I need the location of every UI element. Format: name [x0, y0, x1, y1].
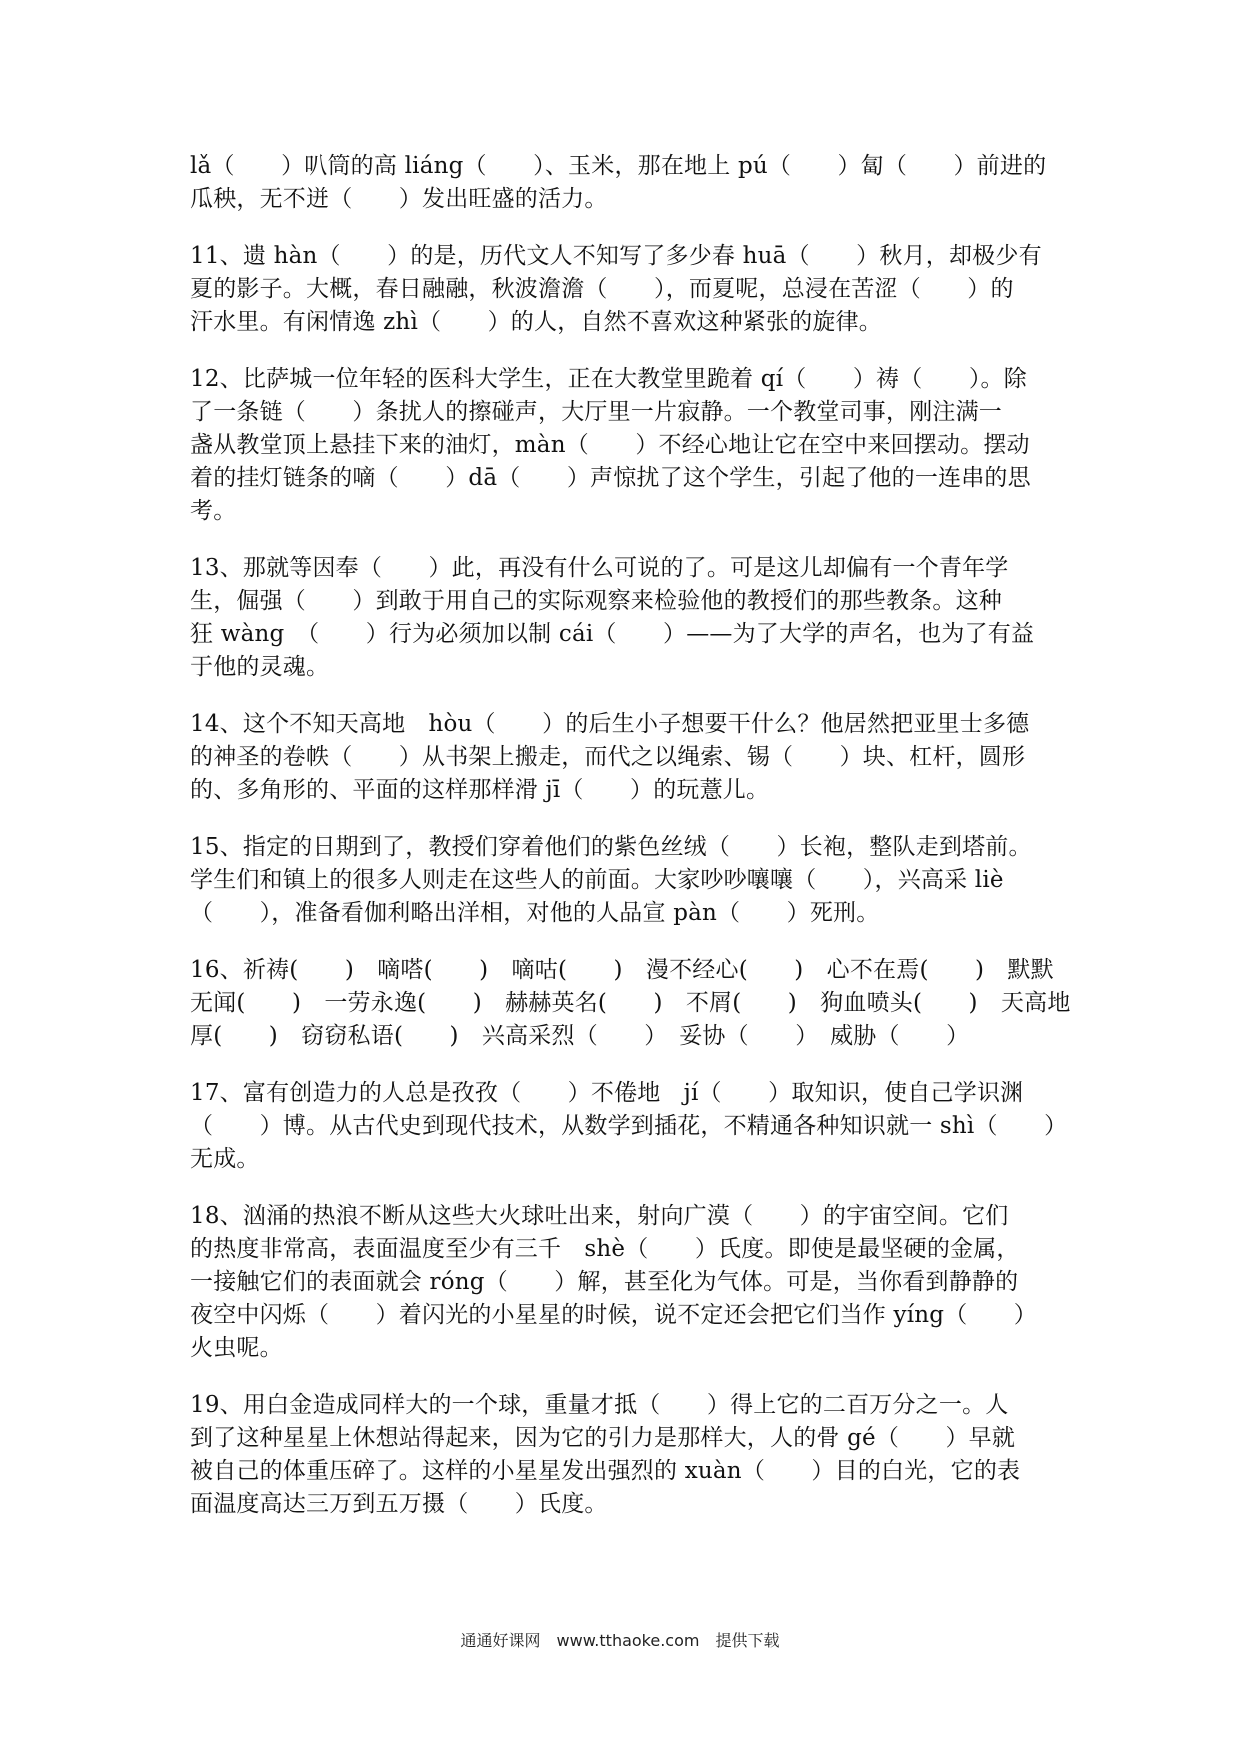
text-line: 盏从教堂顶上悬挂下来的油灯，màn（ ）不经心地让它在空中来回摆动。摆动: [190, 432, 1030, 458]
text-line: 汗水里。有闲情逸 zhì（ ）的人，自然不喜欢这种紧张的旋律。: [190, 309, 882, 335]
text-line: （ ），准备看伽利略出洋相，对他的人品宣 pàn（ ）死刑。: [190, 900, 880, 926]
exercise-paragraph: [190, 150, 1060, 216]
exercise-paragraph: [190, 363, 1060, 528]
text-line: 无闻( ) 一劳永逸( ) 赫赫英名( ) 不屑( ) 狗血喷头( ) 天高地: [190, 990, 1071, 1016]
text-line: 火虫呢。: [190, 1335, 283, 1361]
exercise-paragraph: [190, 954, 1071, 1053]
exercise-paragraph: [190, 1077, 1068, 1176]
text-line: 15、指定的日期到了，教授们穿着他们的紫色丝绒（ ）长袍，整队走到塔前。: [190, 834, 1032, 860]
text-line: 11、遗 hàn（ ）的是，历代文人不知写了多少春 huā（ ）秋月，却极少有: [190, 243, 1042, 269]
text-line: 12、比萨城一位年轻的医科大学生，正在大教堂里跪着 qí（ ）祷（ ）。除: [190, 366, 1027, 392]
text-line: 着的挂灯链条的嘀（ ）dā（ ）声惊扰了这个学生，引起了他的一连串的思: [190, 465, 1031, 491]
text-line: 19、用白金造成同样大的一个球，重量才抵（ ）得上它的二百万分之一。人: [190, 1392, 1009, 1418]
text-line: 于他的灵魂。: [190, 654, 330, 680]
text-line: 夜空中闪烁（ ）着闪光的小星星的时候，说不定还会把它们当作 yíng（ ）: [190, 1302, 1037, 1328]
text-line: 考。: [190, 498, 237, 524]
text-line: 厚( ) 窃窃私语( ) 兴高采烈（ ） 妥协（ ） 威胁（ ）: [190, 1023, 970, 1049]
text-line: 17、富有创造力的人总是孜孜（ ）不倦地 jí（ ）取知识，使自己学识渊: [190, 1080, 1024, 1106]
text-line: 狂 wàng （ ）行为必须加以制 cái（ ）——为了大学的声名，也为了有益: [190, 621, 1035, 647]
document-body: [190, 150, 1071, 1545]
text-line: 的神圣的卷帙（ ）从书架上搬走，而代之以绳索、锡（ ）块、杠杆，圆形: [190, 744, 1026, 770]
exercise-paragraph: [190, 831, 1060, 930]
text-line: 夏的影子。大概，春日融融，秋波澹澹（ ），而夏呢，总浸在苦涩（ ）的: [190, 276, 1014, 302]
text-line: 16、祈祷( ) 嘀嗒( ) 嘀咕( ) 漫不经心( ) 心不在焉( ) 默默: [190, 957, 1054, 983]
exercise-paragraph: [190, 240, 1060, 339]
text-line: （ ）博。从古代史到现代技术，从数学到插花，不精通各种知识就一 shì（ ）: [190, 1113, 1068, 1139]
text-line: 无成。: [190, 1146, 260, 1172]
text-line: 13、那就等因奉（ ）此，再没有什么可说的了。可是这儿却偏有一个青年学: [190, 555, 1009, 581]
footer-credit: 通通好课网 www.tthaoke.com 提供下载: [460, 1631, 780, 1650]
text-line: 14、这个不知天高地 hòu（ ）的后生小子想要干什么？他居然把亚里士多德: [190, 711, 1030, 737]
text-line: lǎ（ ）叭筒的高 liáng（ ）、玉米，那在地上 pú（ ）匐（ ）前进的: [190, 153, 1047, 179]
exercise-paragraph: [190, 552, 1060, 684]
text-line: 面温度高达三万到五万摄（ ）氏度。: [190, 1491, 608, 1517]
text-line: 一接触它们的表面就会 róng（ ）解，甚至化为气体。可是，当你看到静静的: [190, 1269, 1019, 1295]
text-line: 学生们和镇上的很多人则走在这些人的前面。大家吵吵嚷嚷（ ），兴高采 liè: [190, 867, 1004, 893]
exercise-paragraph: [190, 708, 1060, 807]
text-line: 了一条链（ ）条扰人的擦碰声，大厅里一片寂静。一个教堂司事，刚注满一: [190, 399, 1002, 425]
text-line: 的、多角形的、平面的这样那样滑 jī（ ）的玩薏儿。: [190, 777, 770, 803]
text-line: 瓜秧，无不迸（ ）发出旺盛的活力。: [190, 186, 608, 212]
exercise-paragraph: [190, 1389, 1060, 1521]
text-line: 的热度非常高，表面温度至少有三千 shè（ ）氏度。即使是最坚硬的金属，: [190, 1236, 1020, 1262]
text-line: 被自己的体重压碎了。这样的小星星发出强烈的 xuàn（ ）目的白光，它的表: [190, 1458, 1021, 1484]
text-line: 18、汹涌的热浪不断从这些大火球吐出来，射向广漠（ ）的宇宙空间。它们: [190, 1203, 1009, 1229]
text-line: 生，倔强（ ）到敢于用自己的实际观察来检验他的教授们的那些教条。这种: [190, 588, 1002, 614]
text-line: 到了这种星星上休想站得起来，因为它的引力是那样大，人的骨 gé（ ）早就: [190, 1425, 1016, 1451]
exercise-paragraph: [190, 1200, 1060, 1365]
